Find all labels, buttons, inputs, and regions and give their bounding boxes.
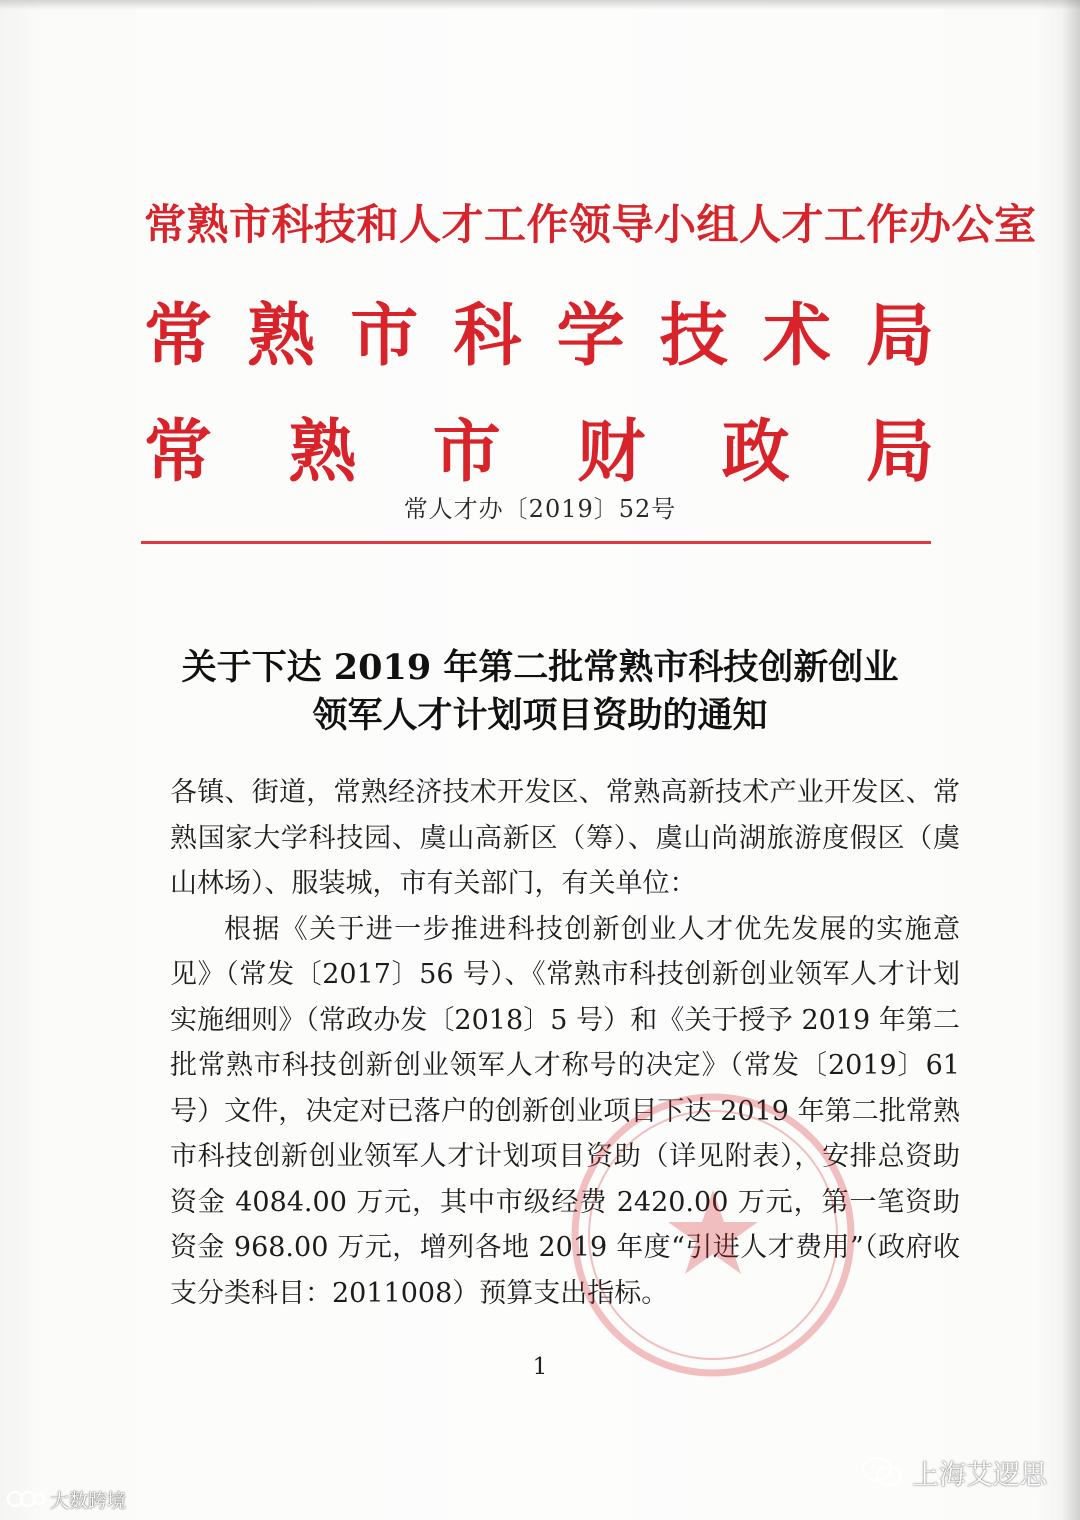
issuer-char: 熟 (288, 412, 357, 492)
wechat-icon (860, 1455, 904, 1489)
issuer-finance-bureau (144, 398, 934, 495)
addressee-paragraph: 各镇、街道，常熟经济技术开发区、常熟高新技术产业开发区、常熟国家大学科技园、虞山高新区（筹）、虞山尚湖旅游度假区（虞山林场）、服装城，市有关部门，有关单位： (170, 777, 960, 899)
scan-edge-right (1062, 0, 1080, 1520)
issuer-char: 学 (556, 296, 625, 376)
document-number: 常人才办〔2019〕52号 (403, 495, 677, 523)
issuer-char: 政 (721, 412, 790, 492)
issuer-char: 局 (865, 296, 934, 376)
body-paragraph: 根据《关于进一步推进科技创新创业人才优先发展的实施意见》（常发〔2017〕56 号）、《常熟市科技创新创业领军人才计划实施细则》（常政办发〔2018〕5 号）和《关于授予 2019 年第二批常熟市科技创新创业领军人才称号的决定》（常发〔2019〕61 号）文件，决定对已落户的创新创业项目下达 2019 年第二批常熟市科技创新创业领军人才计划项目资助（详见附表），安排总资助资金 4084.00 万元，其中市级经费 2420.00 万元，第一笔资助资金 968.00 万元，增列各地 2019 年度“引进人才费用”（政府收支分类科目：2011008）预算支出指标。 (170, 913, 960, 1309)
watermark-logo-icon (6, 1488, 46, 1510)
watermark-right (860, 1452, 1047, 1492)
notice-title-line1: 关于下达 2019 年第二批常熟市科技创新创业 (181, 647, 899, 688)
watermark-right-text: 上海艾逻思 (912, 1459, 1047, 1491)
issuer-char: 技 (659, 296, 728, 376)
watermark-left-text: 大数跨境 (50, 1489, 127, 1512)
issuer-office-name: 常熟市科技和人才工作领导小组人才工作办公室 (144, 200, 1037, 249)
scan-edge-top (0, 0, 1080, 10)
page-number: 1 (532, 1354, 548, 1380)
issuer-char: 市 (432, 412, 501, 492)
issuer-science-bureau (144, 282, 934, 379)
issuer-char: 常 (144, 412, 213, 492)
issuer-char: 术 (762, 296, 831, 376)
notice-title-line2: 领军人才计划项目资助的通知 (312, 695, 768, 736)
red-divider-line (141, 541, 931, 544)
official-seal-stamp (568, 1090, 858, 1380)
issuer-char: 财 (577, 412, 646, 492)
issuer-char: 常 (144, 296, 213, 376)
watermark-left (6, 1484, 126, 1514)
issuer-char: 科 (453, 296, 522, 376)
issuer-char: 局 (865, 412, 934, 492)
issuer-char: 市 (350, 296, 419, 376)
issuer-char: 熟 (247, 296, 316, 376)
